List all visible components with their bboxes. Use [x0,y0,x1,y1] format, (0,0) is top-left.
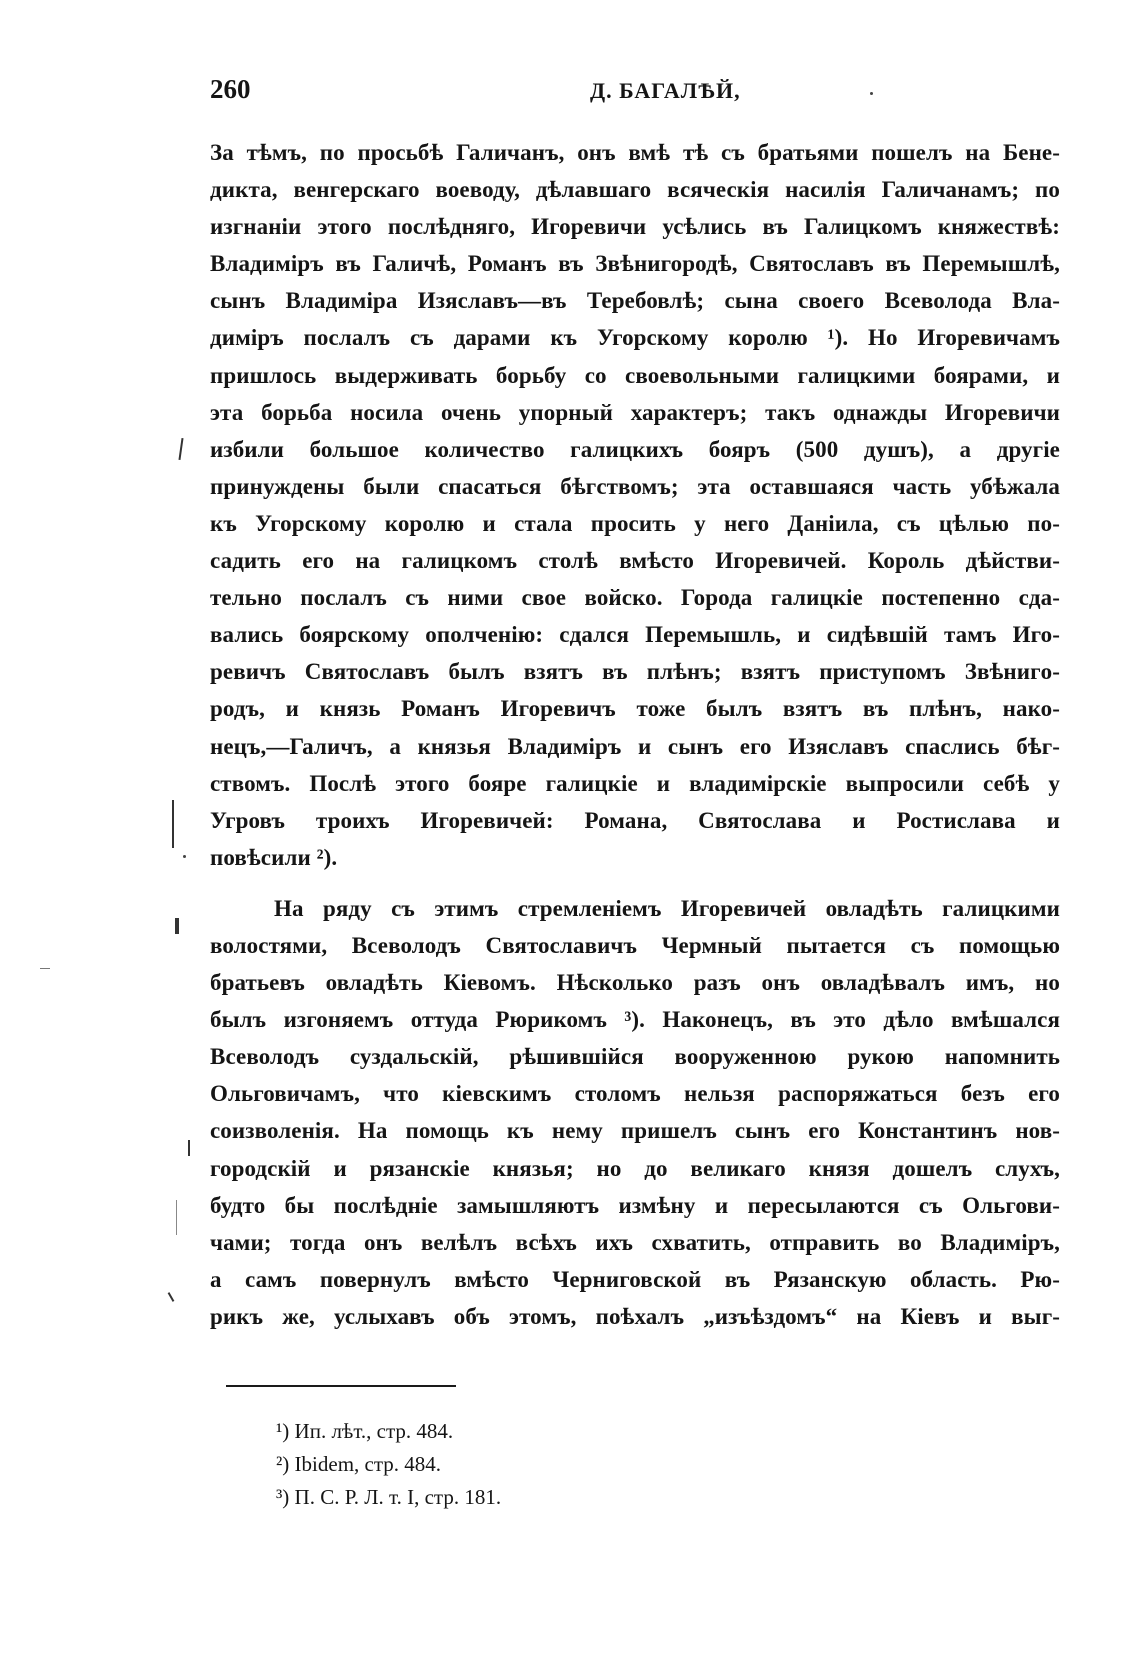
text-line: будто бы послѣдніе замышляютъ измѣну и пересылаются съ Ольгови- [210,1192,1060,1218]
text-line: принуждены были спасаться бѣгствомъ; эта оставшаяся часть убѣжала [210,473,1060,499]
text-line: городскій и рязанскіе князья; но до великаго князя дошелъ слухъ, [210,1155,1060,1181]
text-line: соизволенія. На помощь къ нему пришелъ сынъ его Константинъ нов- [210,1118,1060,1144]
text-line: а самъ повернулъ вмѣсто Черниговской въ Рязанскую область. Рю- [210,1266,1060,1292]
text-line: рикъ же, услыхавъ объ этомъ, поѣхалъ „изъѣздомъ“ на Кіевъ и выг- [210,1303,1060,1329]
body-text [210,134,1060,1335]
text-line: За тѣмъ, по просьбѣ Галичанъ, онъ вмѣ тѣ съ братьями пошелъ на Бене- [210,140,1060,165]
running-head [210,74,1060,114]
text-line: изгнаніи этого послѣдняго, Игоревичи усѣлись въ Галицкомъ княжествѣ: [210,214,1060,240]
text-line: тельно послалъ съ ними свое войско. Города галицкіе постепенно сда- [210,585,1060,611]
margin-pencil-mark [176,1200,177,1235]
margin-pencil-mark [40,968,50,969]
text-line: братьевъ овладѣть Кіевомъ. Нѣсколько разъ онъ овладѣвалъ имъ, но [210,970,1060,996]
margin-pencil-mark [175,918,179,934]
text-line: къ Угорскому королю и стала просить у него Даніила, съ цѣлью по- [210,510,1060,536]
text-line: Всеволодъ суздальскій, рѣшившійся вооруженною рукою напомнить [210,1044,1060,1070]
text-line: повѣсили ²). [210,844,338,870]
margin-pencil-mark [188,1140,190,1156]
margin-pencil-mark [172,800,174,848]
text-line: Ольговичамъ, что кіевскимъ столомъ нельзя распоряжаться безъ его [210,1081,1060,1107]
text-line: пришлось выдерживать борьбу со своевольными галицкими боярами, и [210,362,1060,388]
text-line: дикта, венгерскаго воеводу, дѣлавшаго всяческія насилія Галичанамъ; по [210,177,1060,203]
footnotes [276,1415,876,1514]
text-line: На ряду съ этимъ стремленіемъ Игоревичей овладѣть галицкими [274,895,1060,921]
margin-pencil-dot [870,92,873,95]
text-line: садить его на галицкомъ столѣ вмѣсто Игоревичей. Король дѣйстви- [210,548,1060,574]
footnote: ³) П. С. Р. Л. т. I, стр. 181. [276,1485,502,1509]
footnote: ²) Ibidem, стр. 484. [276,1452,442,1476]
text-line: чами; тогда онъ велѣлъ всѣхъ ихъ схватить, отправить во Владиміръ, [210,1229,1060,1255]
text-line: родъ, и князь Романъ Игоревичъ тоже былъ взятъ въ плѣнъ, нако- [210,696,1060,722]
text-line: ревичъ Святославъ былъ взятъ въ плѣнъ; взятъ приступомъ Звѣнигo- [210,659,1060,685]
page-number: 260 [210,74,251,104]
footnote: ¹) Ип. лѣт., стр. 484. [276,1419,454,1443]
text-line: Владиміръ въ Галичѣ, Романъ въ Звѣнигородѣ, Святославъ въ Перемышлѣ, [210,251,1060,277]
footnote-rule [226,1385,456,1387]
text-line: диміръ послалъ съ дарами къ Угорскому королю ¹). Но Игоревичамъ [210,325,1060,351]
text-line: эта борьба носила очень упорный характеръ; такъ однажды Игоревичи [210,399,1060,425]
running-title: Д. БАГАЛѢЙ, [590,78,741,103]
margin-pencil-mark [168,1292,175,1302]
text-line: Угровъ троихъ Игоревичей: Романа, Святослава и Ростислава и [210,807,1060,833]
text-line: волостями, Всеволодъ Святославичъ Чермный пытается съ помощью [210,932,1060,958]
margin-pencil-dot [183,855,186,858]
paragraph-gap [210,876,1060,890]
text-line: былъ изгоняемъ оттуда Рюрикомъ ³). Наконецъ, въ это дѣло вмѣшался [210,1007,1060,1033]
margin-pencil-mark [178,438,183,460]
text-line: избили большое количество галицкихъ бояръ (500 душъ), а другіе [210,436,1060,462]
text-line: нецъ,—Галичъ, а князья Владиміръ и сынъ его Изяславъ спаслись бѣг- [210,733,1060,759]
text-line: сынъ Владиміра Изяславъ—въ Теребовлѣ; сына своего Всеволода Вла- [210,288,1060,314]
text-line: ствомъ. Послѣ этого бояре галицкіе и владимірскіе выпросили себѣ у [210,770,1060,796]
text-line: вались боярскому ополченію: сдался Перемышль, и сидѣвшій тамъ Иго- [210,622,1060,648]
